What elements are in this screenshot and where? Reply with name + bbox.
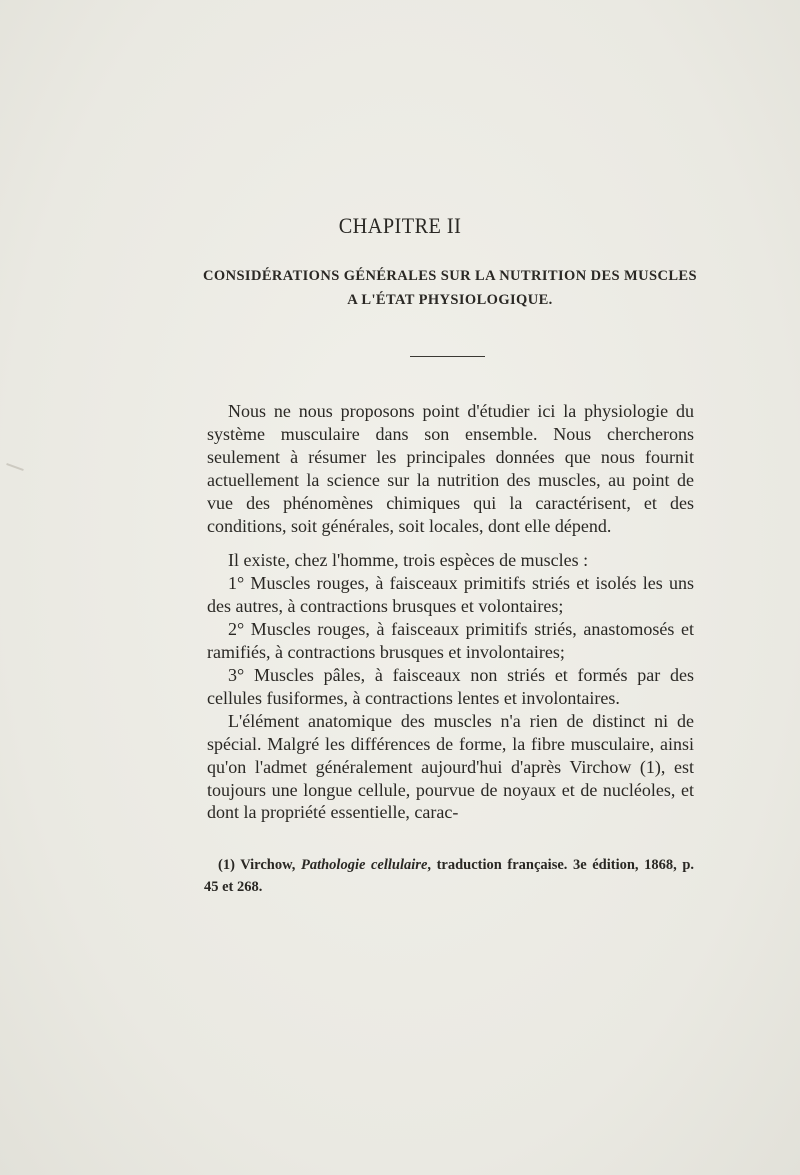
chapter-title: CHAPITRE II [338, 213, 462, 238]
footnote [204, 854, 694, 898]
footnote-title: Pathologie cellulaire [300, 857, 428, 873]
page-smudge [6, 463, 24, 471]
footnote-rest: , traduction française. 3e édition, 1868, p. 45 et 268. [204, 857, 695, 895]
footnote-prefix: (1) Virchow, [218, 857, 301, 873]
subtitle-line-2: A L'ÉTAT PHYSIOLOGIQUE. [347, 292, 553, 308]
body-text [207, 400, 694, 824]
paragraph-species: Il existe, chez l'homme, trois espèces de muscles : [228, 550, 589, 571]
subtitle-line-1: CONSIDÉRATIONS GÉNÉRALES SUR LA NUTRITION DES MUSCLES [203, 268, 697, 284]
paragraph-item-2: 2° Muscles rouges, à faisceaux primitifs striés, anastomosés et ramifiés, à contractions brusques et involontaires; [207, 619, 694, 663]
paragraph-item-1: 1° Muscles rouges, à faisceaux primitifs striés et isolés les uns des autres, à contractions brusques et volontaires; [207, 573, 694, 617]
section-divider [410, 356, 485, 357]
paragraph-element: L'élément anatomique des muscles n'a rien de distinct ni de spécial. Malgré les différences de forme, la fibre musculaire, ainsi qu'on l'admet généralement aujourd'hui d'après Virchow (1), est toujours une longue cellule, pourvue de noyaux et de nucléoles, et dont la propriété essentielle, carac- [207, 710, 694, 823]
paragraph-intro: Nous ne nous proposons point d'étudier ici la physiologie du système musculaire dans son ensemble. Nous chercherons seulement à résumer les principales données que nous fournit actuellement la science sur la nutrition des muscles, au point de vue des phénomènes chimiques qui la caractérisent, et des conditions, soit générales, soit locales, dont elle dépend. [207, 401, 694, 536]
paragraph-item-3: 3° Muscles pâles, à faisceaux non striés et formés par des cellules fusiformes, à contractions lentes et involontaires. [207, 664, 694, 708]
chapter-subtitle [200, 264, 700, 312]
